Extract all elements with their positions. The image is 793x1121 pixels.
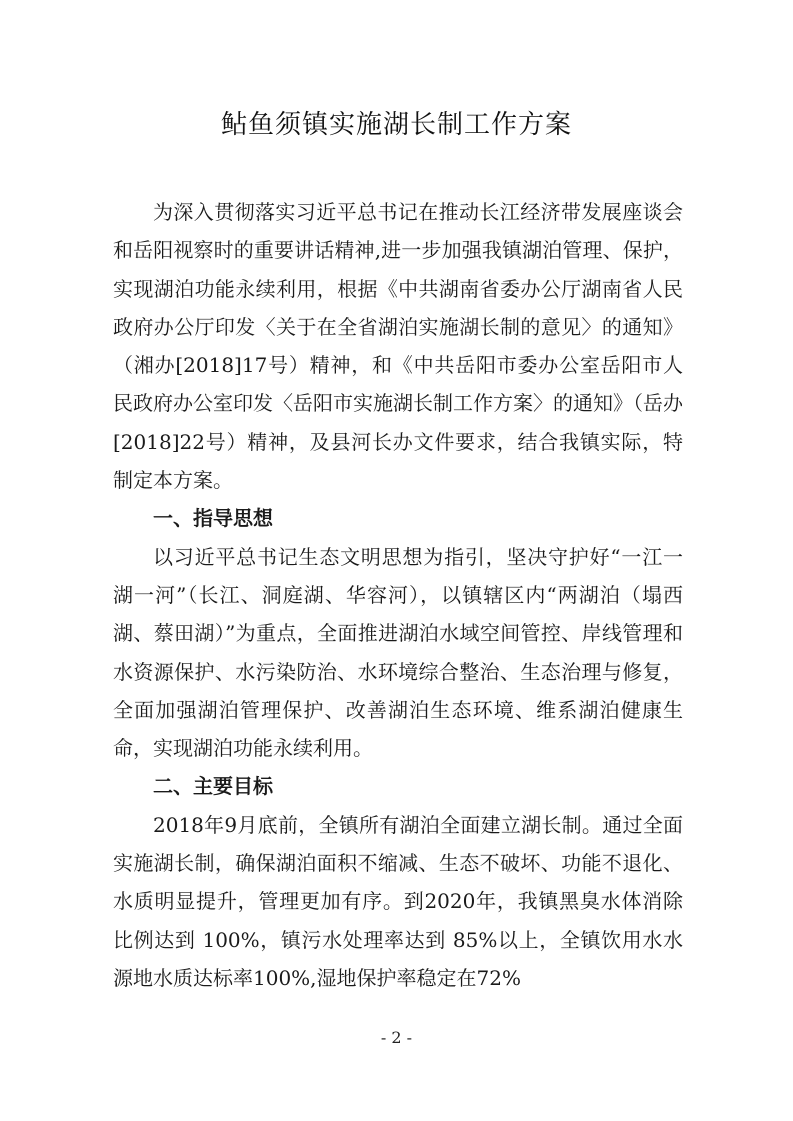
document-body	[113, 193, 683, 997]
guiding-ideology-paragraph: 以习近平总书记生态文明思想为指引，坚决守护好“一江一湖一河”（长江、洞庭湖、华容河），以镇辖区内“两湖泊（塌西湖、蔡田湖）”为重点，全面推进湖泊水域空间管控、岸线管理和水资源保护、水污染防治、水环境综合整治、生态治理与修复，全面加强湖泊管理保护、改善湖泊生态环境、维系湖泊健康生命，实现湖泊功能永续利用。	[113, 544, 683, 761]
main-goals-paragraph: 2018年9月底前，全镇所有湖泊全面建立湖长制。通过全面实施湖长制，确保湖泊面积不缩减、生态不破坏、功能不退化、水质明显提升，管理更加有序。到2020年，我镇黑臭水体消除比例达到 100%，镇污水处理率达到 85%以上，全镇饮用水水源地水质达标率100%,湿地保护率稳定在72%	[113, 812, 683, 990]
document-title: 鲇鱼须镇实施湖长制工作方案	[220, 110, 572, 140]
page-number: - 2 -	[380, 1028, 413, 1047]
intro-paragraph: 为深入贯彻落实习近平总书记在推动长江经济带发展座谈会和岳阳视察时的重要讲话精神,进一步加强我镇湖泊管理、保护，实现湖泊功能永续利用，根据《中共湖南省委办公厅湖南省人民政府办公厅印发〈关于在全省湖泊实施湖长制的意见〉的通知》（湘办[2018]17号）精神，和《中共岳阳市委办公室岳阳市人民政府办公室印发〈岳阳市实施湖长制工作方案〉的通知》（岳办[2018]22号）精神，及县河长办文件要求，结合我镇实际，特制定本方案。	[113, 200, 683, 493]
section-heading-guiding-ideology: 一、指导思想	[153, 506, 273, 531]
section-heading-main-goals: 二、主要目标	[153, 774, 273, 799]
